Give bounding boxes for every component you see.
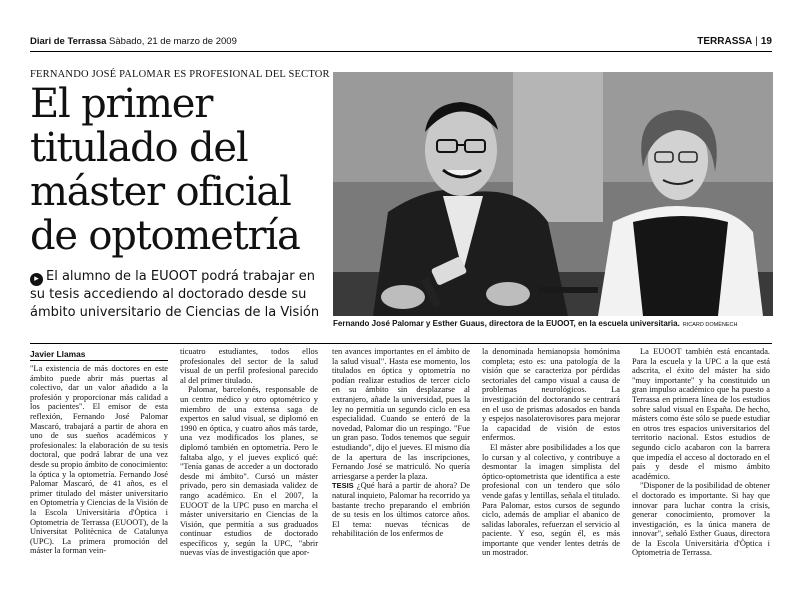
page-number: 19 xyxy=(760,36,772,47)
paragraph: la denominada hemianopsia homónima completa; esto es: una patología de la visión que se caracteriza por pérdidas sectoriales del campo visual a causa de problemas neurológicos. La investigación del doctorando se centrará en el uso de prismas adosados en banda y espejos nasolaterovisores para mejorar la capacidad de visión de estos enfermos. xyxy=(482,347,620,443)
paragraph: ticuatro estudiantes, todos ellos profesionales del sector de la salud visual de un perfil profesional parecido al del primer titulado. xyxy=(180,347,318,385)
article-photo xyxy=(333,72,773,316)
paragraph: "Disponer de la posibilidad de obtener el doctorado es importante. Si hay que innovar para luchar contra la crisis, generar conocimiento, promover la investigación, es la única manera de innovar", señaló Esther Guaus, directora de la Escola Universitària d'Òptica i Optometria de Terrassa. xyxy=(632,481,770,558)
paragraph: La EUOOT también está encantada. Para la escuela y la UPC a la que está adscrita, el éxito del máster ha sido "muy importante" y ha constituido un gran impulso académico que ha puesto a Terrassa en primera línea de los estudios sobre salud visual en España. De hecho, másters como éste sólo se puede estudiar en otros tres espacios universitarios del territorio nacional. Estos estudios de segundo ciclo acabaron con la barrera que impedía el acceso al doctorado en el país y desde el mismo ámbito académico. xyxy=(632,347,770,481)
newspaper-name: Diari de Terrassa xyxy=(30,36,107,47)
headline-line: El primer xyxy=(30,81,213,127)
header-separator: | xyxy=(755,36,758,47)
article-column-5 xyxy=(632,347,770,558)
page-header xyxy=(30,36,772,50)
byline: Javier Llamas xyxy=(30,349,168,361)
headline-line: titulado del xyxy=(30,125,248,171)
paragraph: El máster abre posibilidades a los que lo cursan y al colectivo, y contribuye a desmontar la imagen simplista del óptico-optometrista que identifica a este profesional con un tendero que sólo vende gafas y lentillas, señala el titulado. Para Palomar, estos cursos de segundo ciclo, además de ampliar el abanico de salidas laborales, refuerzan el servicio al paciente. Y eso, según él, es más importante que vender lentes detrás de un mostrador. xyxy=(482,442,620,558)
body-top-rule xyxy=(30,343,772,344)
headline-line: de optometría xyxy=(30,213,300,259)
lead-text: El alumno de la EUOOT podrá trabajar en su tesis accediendo al doctorado desde su ámbito universitario de Ciencias de la Visión xyxy=(30,269,320,320)
photo-illustration xyxy=(333,72,773,316)
article-column-4 xyxy=(482,347,620,558)
arrow-bullet-icon: ▸ xyxy=(30,273,43,286)
paragraph: ten avances importantes en el ámbito de la salud visual". Hasta ese momento, los titulados en óptica y optometría no podían realizar estudios de tercer ciclo en su ámbito sin desplazarse al extranjero, añade la universidad, pues la ley no permitía un segundo ciclo en esa especialidad. Cuando se enteró de la novedad, Palomar dio un respingo. "Fue un gran paso. Todos tenemos que seguir estudiando", dijo el jueves. El mismo día de la apertura de las inscripciones, Fernando José se matriculó. No quería arriesgarse a perder la plaza. xyxy=(332,347,470,481)
headline xyxy=(30,82,330,258)
section-name: TERRASSA xyxy=(697,36,753,47)
issue-date: Sàbado, 21 de marzo de 2009 xyxy=(109,36,237,47)
section-label: TESIS xyxy=(332,481,354,491)
paragraph: "La existencia de más doctores en este ámbito puede abrir más puertas al colectivo, dar un valor añadido a la profesión y proporcionar más calidad a los pacientes". El emisor de esta reflexión, Fernando José Palomar Mascaró, trabajará a partir de ahora en uno de sus sueños académicos y profesionales: la elaboración de su tesis doctoral, que podrá labrar de una vez desde su propio ámbito de conocimiento: la óptica y la optometría. Fernando José Palomar Mascaró, de 41 años, es el primer titulado del máster universitario en Optometría y Ciencias de la Visión de la Escola Universitària d'Òptica i Optometria de Terrassa (EUOOT), de la Universitat Politècnica de Catalunya (UPC). La primera promoción del máster la forman vein- xyxy=(30,364,168,556)
article-column-2 xyxy=(180,347,318,558)
kicker: FERNANDO JOSÉ PALOMAR ES PROFESIONAL DEL SECTOR xyxy=(30,69,330,80)
tesis-paragraph xyxy=(332,481,470,539)
headline-line: máster oficial xyxy=(30,169,291,215)
photo-caption xyxy=(333,319,773,328)
header-rule xyxy=(30,51,772,52)
tesis-text: ¿Qué hará a partir de ahora? De natural inquieto, Palomar ha recorrido ya bastante trecho preparando el embrión de su tesis en los últimos catorce años. El tema: nuevas técnicas de rehabilitación de los enfermos de xyxy=(332,481,471,539)
photo-credit: RICARD DOMÈNECH xyxy=(682,322,738,328)
lead-paragraph xyxy=(30,268,330,322)
article-column-3 xyxy=(332,347,470,539)
caption-text: Fernando José Palomar y Esther Guaus, directora de la EUOOT, en la escuela universitaria. xyxy=(333,319,680,328)
article-column-1 xyxy=(30,364,168,556)
paragraph: Palomar, barcelonés, responsable de un centro médico y otro optométrico y miembro de una extensa saga de expertos en salud visual, se diplomó en 1990 en óptica, y cuatro años más tarde, una vez modificados los planes, se diplomó también en optometría. Pero le faltaba algo, y el jueves explicó qué: "Tenía ganas de acceder a un doctorado desde mi ámbito". Cursó un máster privado, pero sin demasiada validez de rango académico. En el 2007, la EUOOT de la UPC puso en marcha el máster universitario en Ciencias de la Visión, que permitía a sus graduados continuar estudios de doctorado específicos y, según la UPC, "abrir nuevas vías de investigación que apor- xyxy=(180,385,318,558)
